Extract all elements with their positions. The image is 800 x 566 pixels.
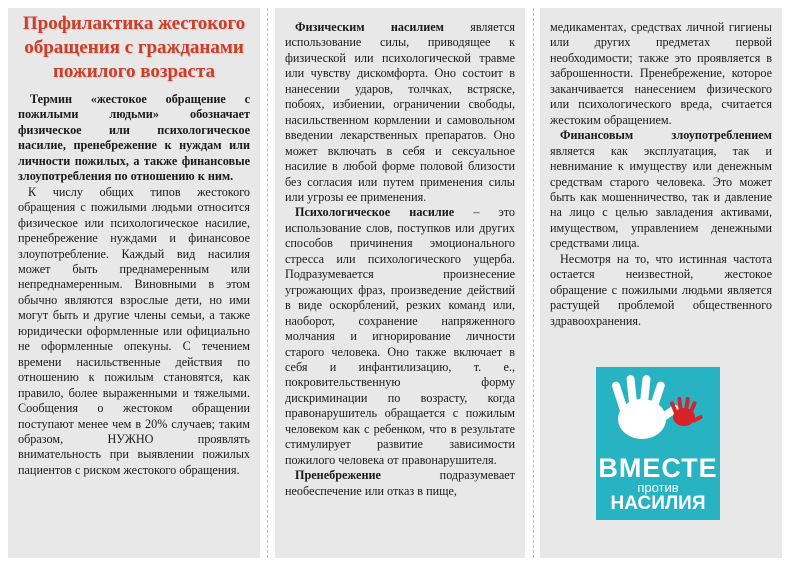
financial-abuse-term: Финансовым злоупотреблением — [560, 128, 772, 143]
psychological-violence-term: Психологическое насилие — [295, 205, 455, 220]
logo-text-against: против — [637, 480, 679, 495]
neglect-term: Пренебрежение — [295, 468, 381, 483]
financial-abuse-paragraph — [550, 128, 772, 252]
page-title: Профилактика жестокого обращения с гражданами пожилого возраста — [22, 13, 246, 82]
middle-column — [275, 8, 525, 558]
financial-abuse-text: является как эксплуатация, так и невнимание к имуществу или денежным средствам старого человека. Это может быть как мошенничество, так и давление на лицо с целью завладения активами, имуществом, управлением денежными средствами лица. — [550, 143, 772, 251]
neglect-paragraph — [285, 468, 515, 499]
physical-violence-text: является использование силы, приводящее к физической или психологической травме или чувству дискомфорта. Оно состоит в нанесении ударов, толчках, встряске, побоях, избиении, ограничении свободы, насильственном кормлении и самовольном введении лекарственных препаратов. Оно может включать в себя и сексуальное насилие в любой форме половой близости без согласия или путем применения силы или угрозы ее применения. — [285, 20, 515, 204]
psychological-violence-paragraph — [285, 205, 515, 468]
right-column — [540, 8, 782, 558]
body-paragraph: К числу общих типов жестокого обращения с пожилыми людьми относится физическое или психологическое насилие, пренебрежение нуждами и финансовое злоупотребление. Каждый вид насилия может быть преднамеренным или непреднамеренным. Виновными в этом обычно являются взрослые дети, но ими могут быть и другие члены семьи, а также юридически оформленные или официально не оформленные опекуны. С течением времени насильственные действия по отношению к пожилым становятся, как правило, более выраженными и тяжелыми. Сообщения о жестоком обращении поступают менее чем в 20% случаев; таким образом, НУЖНО проявлять внимательность при выявлении пожилых пациентов с риском жестокого обращения. — [18, 184, 250, 477]
together-against-violence-logo — [596, 367, 720, 520]
column-separator — [533, 8, 534, 558]
neglect-text: подразумевает необеспечение или отказ в пище, — [285, 468, 515, 498]
logo-text-violence: НАСИЛИЯ — [610, 493, 706, 514]
column-separator — [267, 8, 268, 558]
physical-violence-paragraph — [285, 20, 515, 205]
closing-paragraph: Несмотря на то, что истинная частота остается неизвестной, жестокое обращение с пожилыми людьми является растущей проблемой общественного здравоохранения. — [550, 251, 772, 328]
physical-violence-term: Физическим насилием — [295, 20, 444, 34]
intro-paragraph: Термин «жестокое обращение с пожилыми людьми» обозначает физическое или психологическое насилие, пренебрежение к нуждам или личности пожилых, а также финансовые злоупотребления по отношению к ним. — [18, 92, 250, 184]
psychological-violence-text: – это использование слов, поступков или других способов причинения эмоционального стресса или психологического ущерба. Подразумевается произнесение угрожающих фраз, произведение действий в виде оскорблений, резких команд или, наоборот, сохранение напряженного молчания и игнорирование личности старого человека. Оно также включает в себя и инфантилизацию, т. е., покровительственную форму дискриминации по возрасту, когда правонарушитель обращается с пожилым человеком как с ребенком, что в результате стимулирует развитие зависимости пожилого человека от правонарушителя. — [285, 205, 515, 467]
neglect-continued-paragraph: медикаментах, средствах личной гигиены или других предметах первой необходимости; также это проявляется в заброшенности. Пренебрежение, которое заканчивается нанесением физического или психологического вреда, считается жестоким обращением. — [550, 20, 772, 127]
left-column — [8, 8, 260, 558]
logo-text-together: ВМЕСТЕ — [598, 453, 718, 483]
